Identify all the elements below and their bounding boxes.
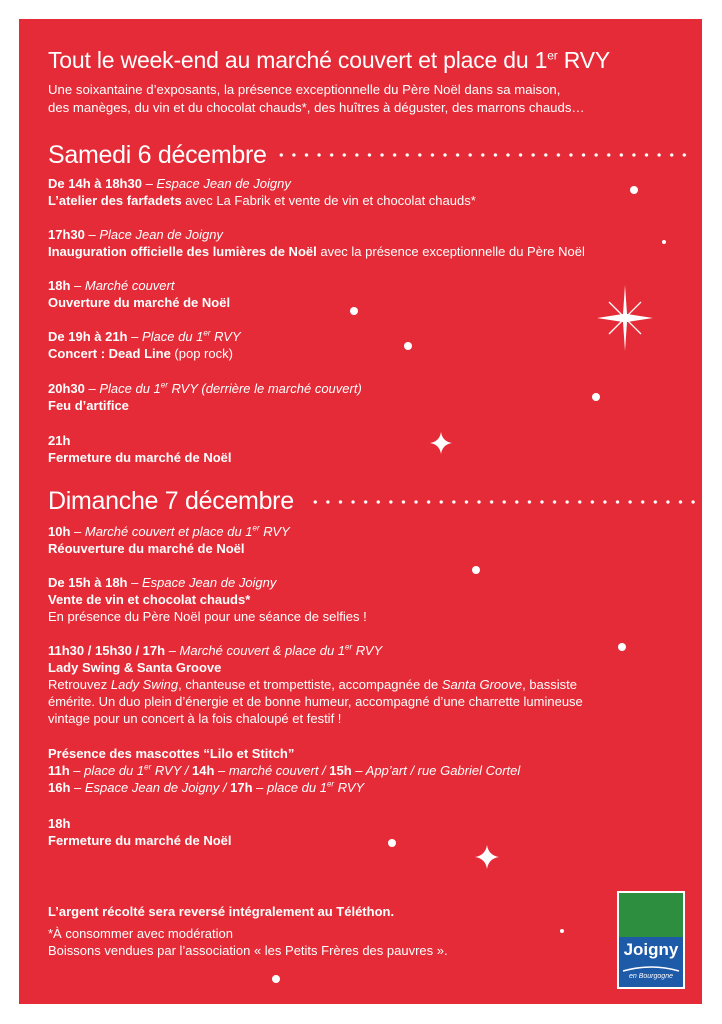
event-sun-3: 11h30 / 15h30 / 17h – Marché couvert & place du 1er RVY Lady Swing & Santa Groove Retrouvez Lady Swing, chanteuse et trompettiste, accompagnée de Santa Groove, bassiste émérite. Un duo plein d’énergie et de bonne humeur, accompagné d’une charrette lumineuse vintage pour un concert à la fois chaloupé et festif ! xyxy=(48,642,583,726)
event-sun-1: 10h – Marché couvert et place du 1er RVY Réouverture du marché de Noël xyxy=(48,523,290,556)
logo-name: Joigny xyxy=(623,940,679,959)
big-sparkle-icon xyxy=(595,283,655,353)
event-sat-5: 20h30 – Place du 1er RVY (derrière le marché couvert) Feu d’artifice xyxy=(48,380,362,413)
snow-dot xyxy=(350,307,358,315)
joigny-logo xyxy=(617,891,685,989)
logo-subtitle: en Bourgogne xyxy=(629,973,673,980)
sparkle-icon xyxy=(429,431,453,455)
event-sat-4: De 19h à 21h – Place du 1er RVY Concert : Dead Line (pop rock) xyxy=(48,328,241,361)
event-sat-3: 18h – Marché couvert Ouverture du marché de Noël xyxy=(48,278,231,310)
snow-dot xyxy=(404,342,412,350)
sparkle-icon xyxy=(474,844,500,870)
sunday-heading: Dimanche 7 décembre xyxy=(48,487,294,515)
logo-green-block xyxy=(619,893,683,937)
telethon-note: L’argent récolté sera reversé intégralement au Téléthon. xyxy=(48,904,395,919)
snow-dot xyxy=(592,393,600,401)
intro-text: Une soixantaine d’exposants, la présence exceptionnelle du Père Noël dans sa maison, des manèges, du vin et du chocolat chauds*, des huîtres à déguster, des marrons chauds… xyxy=(48,82,585,115)
snow-dot xyxy=(618,643,626,651)
event-sat-2: 17h30 – Place Jean de Joigny Inauguration officielle des lumières de Noël avec la présence exceptionnelle du Père Noël xyxy=(48,227,585,259)
dotted-line xyxy=(309,500,695,504)
page-title: Tout le week-end au marché couvert et place du 1er RVY xyxy=(48,47,611,73)
snow-dot xyxy=(388,839,396,847)
event-sun-5: 18h Fermeture du marché de Noël xyxy=(48,816,232,848)
snow-dot xyxy=(662,240,666,244)
poster xyxy=(19,19,702,1004)
snow-dot xyxy=(472,566,480,574)
dotted-line xyxy=(275,153,695,157)
footnote: *À consommer avec modération Boissons vendues par l’association « les Petits Frères des pauvres ». xyxy=(48,926,448,958)
event-sun-4: Présence des mascottes “Lilo et Stitch” 11h – place du 1er RVY / 14h – marché couvert / 15h – App’art / rue Gabriel Cortel 16h – Espace Jean de Joigny / 17h – place du 1er RVY xyxy=(48,746,521,795)
event-sat-6: 21h Fermeture du marché de Noël xyxy=(48,433,232,465)
saturday-heading: Samedi 6 décembre xyxy=(48,141,267,169)
snow-dot xyxy=(560,929,564,933)
snow-dot xyxy=(630,186,638,194)
event-sun-2: De 15h à 18h – Espace Jean de Joigny Vente de vin et chocolat chauds* En présence du Père Noël pour une séance de selfies ! xyxy=(48,575,367,624)
snow-dot xyxy=(272,975,280,983)
event-sat-1: De 14h à 18h30 – Espace Jean de Joigny L’atelier des farfadets avec La Fabrik et vente de vin et chocolat chauds* xyxy=(48,176,476,208)
